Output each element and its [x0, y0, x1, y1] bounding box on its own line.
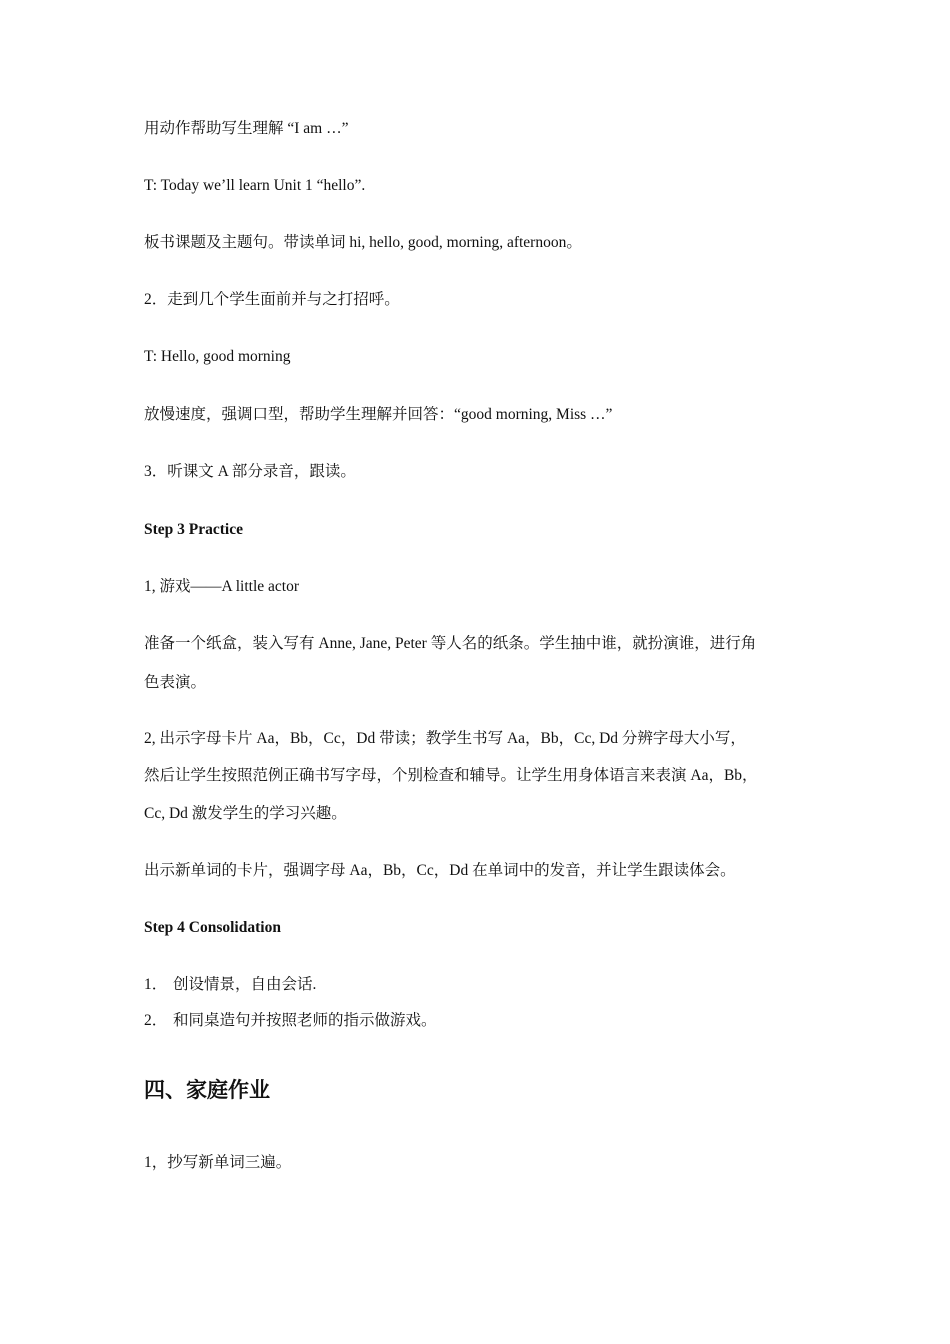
paragraph-letter-cards-line3: Cc, Dd 激发学生的学习兴趣。	[144, 805, 347, 822]
list-text: 和同桌造句并按照老师的指示做游戏。	[173, 1012, 437, 1029]
consolidation-item-2	[144, 1011, 824, 1030]
consolidation-item-1	[144, 975, 824, 994]
section-homework-heading: 四、家庭作业	[144, 1078, 270, 1102]
paragraph-teacher-hello: T: Hello, good morning	[144, 348, 291, 365]
list-text: 创设情景，自由会话.	[173, 976, 317, 993]
paragraph-paper-box-line2: 色表演。	[144, 674, 207, 691]
paragraph-greet-students: 2．走到几个学生面前并与之打招呼。	[144, 291, 400, 308]
paragraph-game-actor: 1, 游戏——A little actor	[144, 578, 299, 595]
paragraph-listen-recording: 3．听课文 A 部分录音，跟读。	[144, 463, 356, 480]
paragraph-new-word-cards: 出示新单词的卡片，强调字母 Aa，Bb，Cc，Dd 在单词中的发音，并让学生跟读体会。	[144, 862, 736, 879]
paragraph-blackboard-words: 板书课题及主题句。带读单词 hi, hello, good, morning, afternoon。	[144, 234, 582, 251]
paragraph-paper-box-line1: 准备一个纸盒，装入写有 Anne, Jane, Peter 等人名的纸条。学生抽中谁，就扮演谁，进行角	[144, 635, 757, 652]
paragraph-letter-cards-line2: 然后让学生按照范例正确书写字母，个别检查和辅导。让学生用身体语言来表演 Aa，Bb，	[144, 767, 758, 784]
homework-item-1: 1，抄写新单词三遍。	[144, 1154, 292, 1171]
list-number: 2．	[144, 1012, 168, 1029]
paragraph-teacher-unit-intro: T: Today we’ll learn Unit 1 “hello”.	[144, 177, 366, 194]
paragraph-letter-cards-line1: 2, 出示字母卡片 Aa，Bb，Cc，Dd 带读；教学生书写 Aa，Bb，Cc, Dd 分辨字母大小写，	[144, 730, 746, 747]
list-number: 1．	[144, 976, 168, 993]
step3-heading: Step 3 Practice	[144, 521, 243, 538]
paragraph-slow-down: 放慢速度，强调口型，帮助学生理解并回答：“good morning, Miss …”	[144, 406, 613, 423]
step4-heading: Step 4 Consolidation	[144, 919, 281, 936]
paragraph-action-understanding: 用动作帮助写生理解 “I am …”	[144, 120, 349, 137]
